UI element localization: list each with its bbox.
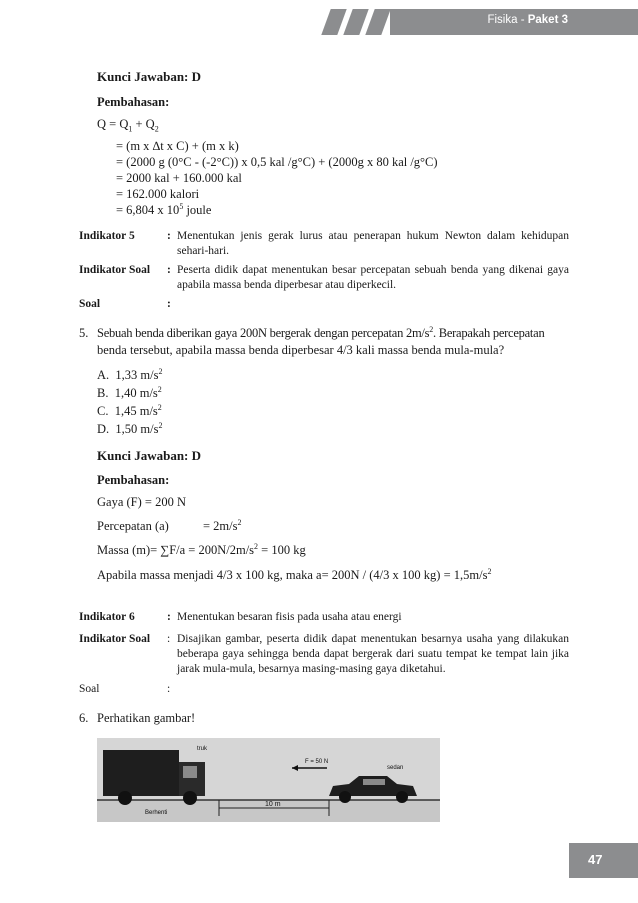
- header-stripe: [365, 9, 390, 35]
- question-5-number: 5.: [79, 326, 89, 340]
- truck-sedan-figure: [97, 738, 440, 822]
- page-number-box: [569, 843, 638, 878]
- header-stripe: [321, 9, 346, 35]
- equation-line-5: = 6,804 x $10^5$ joule: [116, 201, 212, 217]
- new-acceleration-line: Apabila massa menjadi 4/3 x 100 kg, maka a= 200N / (4/3 x 100 $kg) = 1,5m/s^2$: [97, 566, 492, 582]
- indicator-6-colon: :: [167, 611, 171, 623]
- question-6-text: Perhatikan gambar!: [97, 711, 196, 725]
- acceleration-label: Percepatan (a): [97, 519, 169, 533]
- equation-line-3: = 2000 kal + 160.000 kal: [116, 171, 242, 185]
- indicator-6-text: Menentukan besaran fisis pada usaha atau energi: [177, 611, 402, 623]
- truck-window: [183, 766, 197, 778]
- answer-key-2: Kunci Jawaban: D: [97, 448, 202, 463]
- figure-drawing: [97, 738, 440, 822]
- mass-line: Massa $(m)= \sum F/a = 200N/2m/s^2 = 100$ kg: [97, 541, 306, 557]
- equation-line-2: = (2000 g (0°C - (-2°C)) x 0,5 kal /g°C) + (2000g x 80 kal /g°C): [116, 155, 438, 169]
- option-a: A. 1,33 $m/s^2$: [97, 366, 163, 382]
- indicator-6-label: Indikator 6: [79, 611, 135, 623]
- indicator-soal-6-label: Indikator Soal: [79, 633, 151, 645]
- indicator-soal-5-text: Peserta didik dapat menentukan besar percepatan sebuah benda yang dikenai gaya apabila massa benda diperbesar atau diperkecil.: [177, 264, 569, 291]
- car-wheel-front: [396, 791, 408, 803]
- question-5-text: Sebuah benda diberikan gaya 200N bergerak dengan percepatan $2m/s^2$. Berapakah percepatan: [97, 324, 545, 340]
- truck-wheel-rear: [118, 791, 132, 805]
- car-label: sedan: [387, 765, 404, 771]
- truck-body: [103, 750, 179, 796]
- discussion-heading-1: Pembahasan:: [97, 95, 170, 109]
- indicator-soal-6-text: Disajikan gambar, peserta didik dapat menentukan besarnya usaha yang dilakukan beberapa gaya sehingga benda dapat bergerak dari suatu tempat ke tempat lain jika jarak mula-mula, besarnya masing-masing gaya diketahui.: [177, 633, 569, 675]
- car-wheel-rear: [339, 791, 351, 803]
- header-stripe: [343, 9, 368, 35]
- equation-line-4: = 162.000 kalori: [116, 187, 200, 201]
- answer-key-1: Kunci Jawaban: D: [97, 69, 202, 84]
- question-6-number: 6.: [79, 711, 89, 725]
- indicator-5-colon: :: [167, 230, 171, 242]
- indicator-5-label: Indikator 5: [79, 230, 135, 242]
- indicator-soal-6-colon: :: [167, 633, 171, 645]
- distance-label: 10 m: [265, 801, 281, 808]
- truck-wheel-front: [183, 791, 197, 805]
- equation-q: $Q = Q_1 + Q_2$: [97, 117, 159, 134]
- option-b: B. 1,40 $m/s^2$: [97, 384, 162, 400]
- acceleration-value: = $2m/s^2$: [203, 517, 242, 533]
- truck-label: truk: [197, 746, 208, 752]
- page-header: [0, 0, 638, 50]
- force-line: Gaya (F) = 200 N: [97, 495, 186, 509]
- indicator-soal-5-colon: :: [167, 264, 171, 276]
- soal-5-label: Soal: [79, 298, 101, 310]
- question-5-text-line-2: benda tersebut, apabila massa benda diperbesar 4/3 kali massa benda mula-mula?: [97, 343, 505, 357]
- option-c: C. 1,45 $m/s^2$: [97, 402, 162, 418]
- force-label: F = 50 N: [305, 759, 329, 765]
- option-d: D. 1,50 $m/s^2$: [97, 420, 163, 436]
- header-title: Fisika - Paket 3: [487, 14, 568, 26]
- page-number: 47: [588, 852, 603, 867]
- stop-label: Berhenti: [145, 810, 168, 816]
- discussion-heading-2: Pembahasan:: [97, 473, 170, 487]
- indicator-soal-5-label: Indikator Soal: [79, 264, 151, 276]
- soal-6-label: Soal: [79, 683, 100, 695]
- equation-line-1: = (m x ∆t x C) + (m x k): [116, 139, 239, 153]
- car-window: [363, 779, 385, 785]
- indicator-5-text: Menentukan jenis gerak lurus atau penerapan hukum Newton dalam kehidupan sehari-hari.: [177, 230, 569, 257]
- soal-5-colon: :: [167, 298, 171, 310]
- soal-6-colon: :: [167, 683, 171, 695]
